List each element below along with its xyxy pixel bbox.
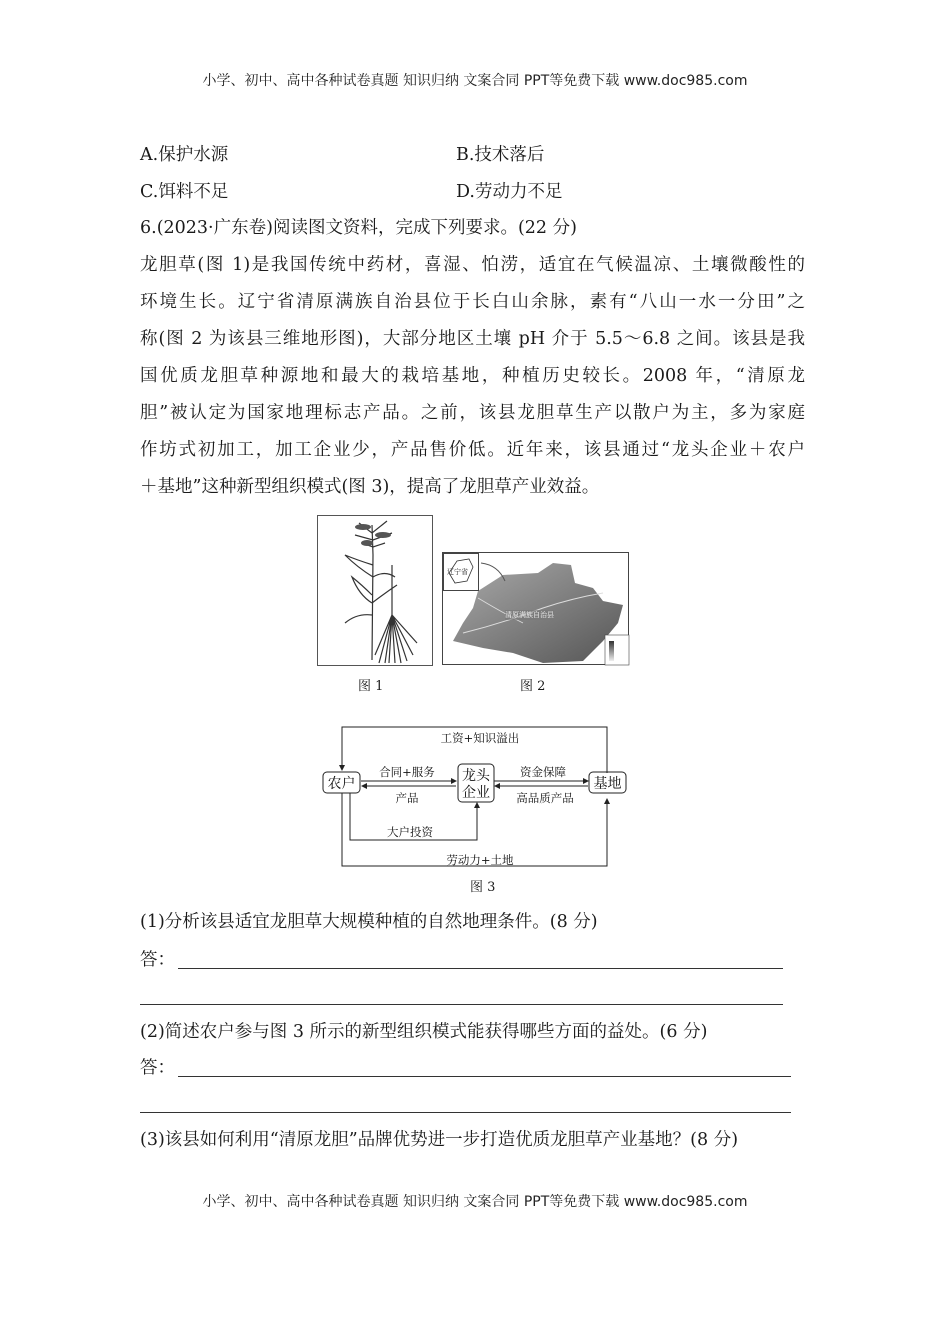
figure-2-terrain-map: [442, 552, 629, 665]
label-wage-knowledge: 工资+知识溢出: [440, 731, 520, 745]
paragraph-line: 作坊式初加工，加工企业少，产品售价低。近年来，该县通过“龙头企业＋农户: [140, 440, 805, 460]
figure-1-plant-illustration: [317, 515, 433, 666]
inset-province-label: 辽宁省: [447, 568, 468, 576]
label-labor-land: 劳动力+土地: [446, 853, 514, 867]
option-c: C.饵料不足: [140, 182, 229, 202]
figure-3-organization-diagram: [310, 720, 640, 880]
label-investment: 大户投资: [387, 825, 433, 839]
paragraph-line: 称(图 2 为该县三维地形图)，大部分地区土壤 pH 介于 5.5～6.8 之间。该县是我: [140, 329, 805, 349]
paragraph-line: 龙胆草(图 1)是我国传统中药材，喜湿、怕涝，适宜在气候温凉、土壤微酸性的: [140, 255, 805, 275]
answer-prefix-1: 答：: [140, 950, 175, 970]
label-contract-service: 合同+服务: [379, 765, 435, 779]
node-base: 基地: [593, 776, 622, 792]
node-company-line1: 龙头: [462, 768, 490, 784]
option-a: A.保护水源: [140, 145, 229, 165]
option-d: D.劳动力不足: [456, 182, 563, 202]
page-footer: 小学、初中、高中各种试卷真题 知识归纳 文案合同 PPT等免费下载 www.doc985.com: [202, 1194, 748, 1210]
paragraph-line: 环境生长。辽宁省清原满族自治县位于长白山余脉，素有“八山一水一分田”之: [140, 292, 805, 312]
label-product: 产品: [395, 791, 419, 805]
county-label: 清原满族自治县: [505, 611, 554, 619]
paragraph-line: 胆”被认定为国家地理标志产品。之前，该县龙胆草生产以散户为主，多为家庭: [140, 403, 805, 423]
paragraph-line: 国优质龙胆草种源地和最大的栽培基地，种植历史较长。2008 年，“清原龙: [140, 366, 805, 386]
label-quality-product: 高品质产品: [516, 791, 574, 805]
subquestion-1: (1)分析该县适宜龙胆草大规模种植的自然地理条件。(8 分): [140, 912, 598, 932]
question-title: 6.(2023·广东卷)阅读图文资料，完成下列要求。(22 分): [140, 218, 577, 238]
paragraph-line: ＋基地”这种新型组织模式(图 3)，提高了龙胆草产业效益。: [140, 477, 600, 497]
answer-line-1b[interactable]: [140, 1004, 783, 1005]
figure-1-caption: 图 1: [358, 679, 384, 694]
page-header: 小学、初中、高中各种试卷真题 知识归纳 文案合同 PPT等免费下载 www.doc985.com: [202, 73, 748, 89]
answer-line-2b[interactable]: [140, 1112, 791, 1113]
node-farmer: 农户: [327, 776, 356, 792]
option-b: B.技术落后: [456, 145, 545, 165]
figure-2-caption: 图 2: [520, 679, 546, 694]
answer-line-1a[interactable]: [178, 968, 783, 969]
label-capital-guarantee: 资金保障: [520, 765, 566, 779]
subquestion-2: (2)简述农户参与图 3 所示的新型组织模式能获得哪些方面的益处。(6 分): [140, 1022, 708, 1042]
node-company-line2: 企业: [462, 785, 490, 801]
answer-line-2a[interactable]: [178, 1076, 791, 1077]
answer-prefix-2: 答：: [140, 1058, 175, 1078]
subquestion-3: (3)该县如何利用“清原龙胆”品牌优势进一步打造优质龙胆草产业基地？(8 分): [140, 1130, 739, 1150]
figure-3-caption: 图 3: [470, 880, 496, 895]
